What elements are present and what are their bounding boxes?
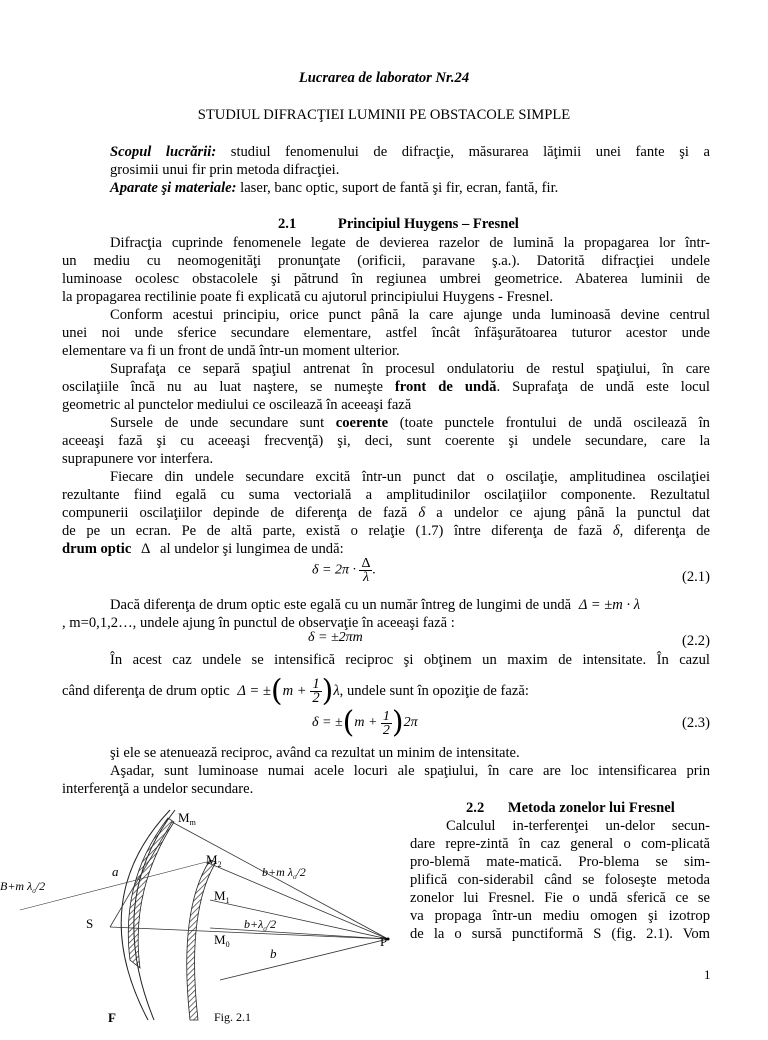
p7-lambda: λ: [333, 683, 340, 699]
p3-text-a: oscilaţiile încă nu au luat naştere, se numeşte: [62, 379, 383, 395]
p7-denominator: 2: [312, 690, 320, 707]
coerente-term: coerente: [335, 415, 389, 431]
label-b-plus-1: $b+\lambda_o/2$: [244, 917, 277, 933]
p7-numerator: 1: [312, 676, 320, 693]
p7-formula: [237, 673, 340, 709]
p7-paren-open: (: [270, 673, 283, 709]
label-m1: $M_1$: [214, 888, 230, 905]
p7-line-1: În acest caz undele se intensifică reciproc şi obţinem un maxim de intensitate. În cazul: [110, 652, 710, 668]
p6-line-1: [110, 596, 640, 614]
section-2-1-number: 2.1: [278, 216, 297, 232]
section-2-1-title: Principiul Huygens – Fresnel: [337, 216, 519, 232]
p1-line-2: un mediu cu neomogenităţi pronunţate (orificii, paravane ş.a.). Datorită difracţiei undele: [62, 253, 710, 269]
fresnel-zones-figure: [0, 800, 410, 1040]
ray-b-to-p: [220, 939, 388, 980]
figure-caption: Fig. 2.1: [214, 1010, 252, 1024]
p3-text-c: . Suprafaţa de undă este locul: [496, 379, 710, 395]
p4-line-3: suprapunere vor interfera.: [62, 451, 214, 467]
big-delta-symbol: Δ: [140, 541, 151, 557]
p9-line-1: Calculul in-terferenţei un-delor secun-: [446, 818, 710, 834]
section-2-2-number: 2.2: [466, 800, 485, 816]
p4-text-c: (toate punctele frontului de undă oscilează în: [399, 415, 710, 431]
equation-2-1-number: (2.1): [682, 569, 710, 585]
p7-fraction: [310, 678, 321, 705]
eq3-tail: 2π: [403, 715, 418, 731]
p2-line-3: elementare va fi un front de undă într-un moment ulterior.: [62, 343, 400, 359]
scope-label: Scopul lucrării:: [110, 144, 217, 160]
label-p: P: [380, 934, 388, 949]
p6-text-1a: Dacă diferenţa de drum optic este egală cu un număr întreg de lungimi de undă: [110, 597, 572, 613]
lab-title: Lucrarea de laborator Nr.24: [298, 70, 470, 86]
p5-line-4: [62, 522, 710, 540]
eq3-paren-open: (: [342, 705, 355, 740]
label-b-plus-m: b+m $\lambda_o/2$: [262, 865, 306, 881]
scope-line-2: grosimii unui fir prin metoda difracţiei.: [110, 162, 340, 178]
hatched-zone-right: [187, 860, 216, 1020]
apparatus-text: laser, banc optic, suport de fantă şi fir, ecran, fantă, fir.: [240, 180, 559, 196]
label-s: S: [86, 916, 94, 931]
scope-line-1: [110, 143, 710, 161]
front-de-unda-term: front de undă: [394, 379, 497, 395]
label-mm: $M_m$: [178, 810, 196, 827]
p4-line-2: aceeaşi fază şi cu aceeaşi frecvenţă) şi, deci, sunt coerente şi undele secundare, care la: [62, 433, 710, 449]
p7-text-2e: , undele sunt în opoziţie de fază:: [339, 683, 529, 699]
p2-line-2: unei noi unde sferice secundare elementare, astfel încât înfăşurătoarea tuturor acestor unde: [62, 325, 710, 341]
p5-line-5: [62, 540, 344, 558]
equation-2-3: [312, 703, 418, 743]
p3-line-2: [62, 378, 710, 396]
equation-2-1: [312, 557, 376, 584]
p1-line-4: la propagarea rectilinie poate fi explicată cu ajutorul principiului Huygens - Fresnel.: [62, 289, 554, 305]
p3-line-1: Suprafaţa ce separă spaţiul antrenat în procesul ondulatoriu de restul spaţiului, în care: [110, 361, 710, 377]
eq3-m: m +: [354, 715, 378, 731]
scope-text-1: studiul fenomenului de difracţie, măsurarea lăţimii unei fante şi a: [230, 144, 710, 160]
p9-line-3: pro-blemă mate-matică. Pro-blema se sim-: [410, 854, 710, 870]
eq3-denominator: 2: [382, 722, 390, 738]
equation-2-2: δ = ±2πm: [308, 630, 363, 645]
section-2-2-title: Metoda zonelor lui Fresnel: [507, 800, 675, 816]
p8-line-2: Aşadar, sunt luminoase numai acele locuri ale spaţiului, în care are loc intensificarea prin: [110, 763, 710, 779]
label-left-edge: B+m $\lambda_o/2$: [0, 879, 46, 895]
delta-symbol-2: δ: [612, 523, 620, 539]
p9-line-5: zonelor lui Fresnel. Fie o undă sferică ce se: [410, 890, 710, 906]
p2-line-1: Conform acestui principiu, orice punct până la care ajunge unda luminoasă devine centrul: [110, 307, 710, 323]
eq1-fraction: [359, 557, 372, 584]
p9-line-2: dare repre-zintă în caz general o com-plicată: [410, 836, 710, 852]
label-m0: $M_0$: [214, 932, 230, 949]
p9-line-7: de la o sursă punctiformă S (fig. 2.1). Vom: [410, 926, 710, 942]
p5-line-3: [62, 504, 710, 522]
eq3-numerator: 1: [382, 708, 390, 724]
eq1-tail: .: [372, 562, 376, 578]
p5-text-3a: compunerii oscilaţiilor depinde de diferenţa de fază: [62, 505, 408, 521]
equation-2-2-number: (2.2): [682, 633, 710, 649]
drum-optic-term: drum optic: [62, 541, 132, 557]
p7-formula-lhs: Δ = ±: [237, 683, 271, 699]
eq3-fraction: [381, 710, 392, 737]
paper-title: STUDIUL DIFRACŢIEI LUMINII PE OBSTACOLE SIMPLE: [197, 107, 571, 123]
p5-line-1: Fiecare din undele secundare excită într-un punct dat o oscilaţie, amplitudinea oscilaţiei: [110, 469, 710, 485]
label-m2: $M_2$: [206, 852, 222, 869]
delta-symbol: δ: [418, 505, 426, 521]
label-b: b: [270, 946, 277, 961]
p1-line-1: Difracţia cuprinde fenomenele legate de devierea razelor de lumină la propagarea lor într-: [110, 235, 710, 251]
page-number: 1: [704, 967, 711, 982]
p1-line-3: luminoase ocolesc obstacolele şi pătrund în regiunea umbrei geometrice. Abaterea luminii de: [62, 271, 710, 287]
p5-text-4a: de pe un ecran. Pe de altă parte, există o relaţie (1.7) între diferenţa de fază: [62, 523, 603, 539]
p3-line-3: geometric al punctelor mediului ce oscilează în aceeaşi fază: [62, 397, 412, 413]
apparatus-line: [110, 179, 558, 197]
p8-line-1: şi ele se atenuează reciproc, având ca rezultat un minim de intensitate.: [110, 745, 520, 761]
p7-text-2a: când diferenţa de drum optic: [62, 683, 230, 699]
eq1-numerator: Δ: [361, 556, 371, 571]
apparatus-label: Aparate şi materiale:: [110, 180, 237, 196]
p4-line-1: [110, 414, 710, 432]
p7-paren-close: ): [321, 673, 334, 709]
p7-line-2: [62, 674, 529, 708]
section-2-1-heading: [278, 215, 519, 233]
p4-text-a: Sursele de unde secundare sunt: [110, 415, 325, 431]
label-f: F: [108, 1010, 116, 1025]
eq3-paren-close: ): [391, 705, 404, 740]
p5-text-5b: al undelor şi lungimea de undă:: [160, 541, 344, 557]
p5-text-4b: , diferenţa de: [619, 523, 710, 539]
equation-2-3-number: (2.3): [682, 715, 710, 731]
hatched-zone-left: [128, 818, 174, 968]
ray-source-to-mm: [110, 822, 172, 927]
p9-line-4: plifică con-siderabil când se foloseşte metoda: [410, 872, 710, 888]
p5-line-2: rezultante fiind egală cu suma vectorială a amplitudinilor oscilaţiilor componente. Rezultatul: [62, 487, 710, 503]
eq1-lhs: δ = 2π ·: [312, 562, 356, 578]
eq3-lhs: δ = ±: [312, 715, 343, 731]
p9-line-6: va propaga într-un mediu omogen şi izotrop: [410, 908, 710, 924]
section-2-2-heading: [466, 799, 675, 817]
p7-formula-m: m +: [282, 683, 307, 699]
label-a: a: [112, 864, 119, 879]
eq1-denominator: λ: [362, 570, 370, 585]
p6-formula: Δ = ±m · λ: [578, 597, 641, 613]
p8-line-3: interferenţă a undelor secundare.: [62, 781, 254, 797]
p6-line-2: , m=0,1,2…, undele ajung în punctul de observaţie în aceeaşi fază :: [62, 615, 455, 631]
p5-text-3b: a undelor ce ajung până la punctul dat: [436, 505, 710, 521]
